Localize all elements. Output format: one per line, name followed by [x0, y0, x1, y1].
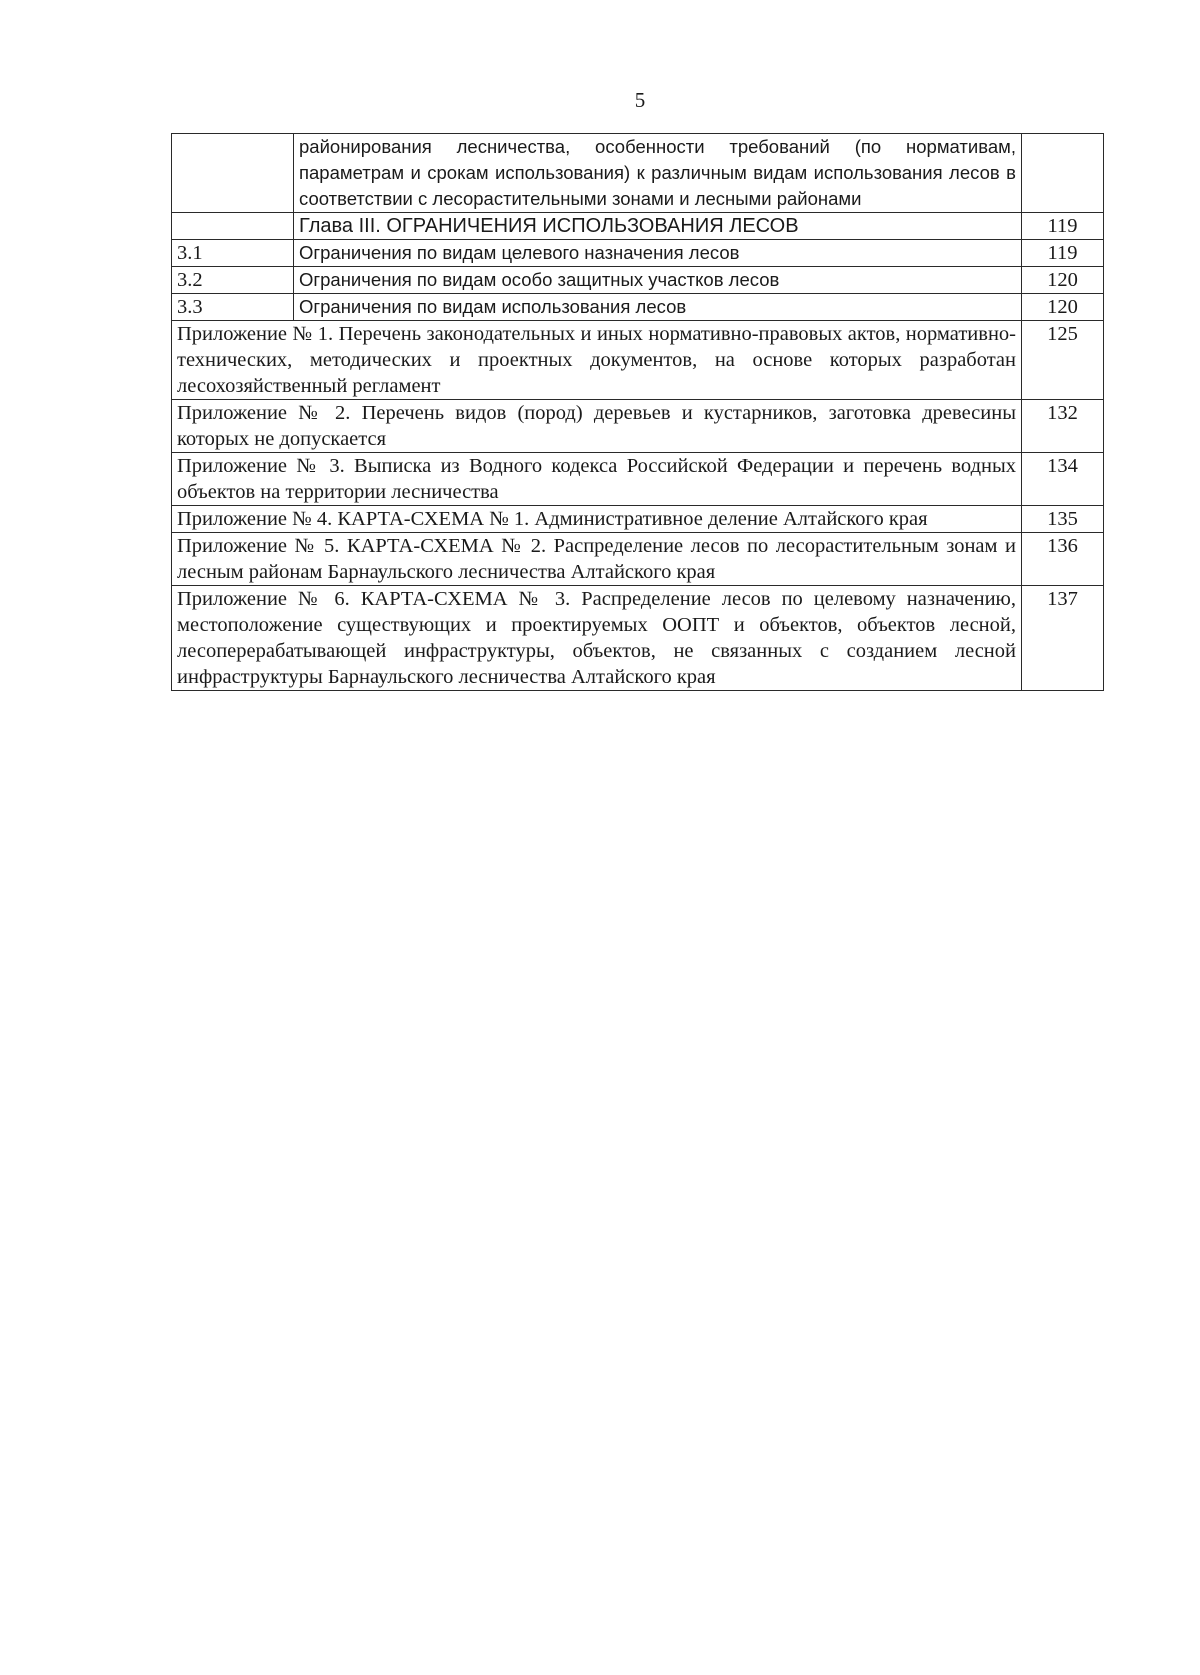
toc-page-cell: 119: [1022, 213, 1104, 240]
toc-appendix-title: Приложение № 1. Перечень законодательных и иных нормативно-правовых актов, нормативно-технических, методических и проектных документов, на основе которых разработан лесохозяйственный регламент: [172, 321, 1022, 400]
toc-title-cell: Ограничения по видам целевого назначения лесов: [294, 240, 1022, 267]
toc-page-cell: 119: [1022, 240, 1104, 267]
toc-row-appendix: [172, 506, 1104, 533]
toc-row-continuation: [172, 134, 1104, 213]
toc-page-cell: 136: [1022, 533, 1104, 586]
toc-page-cell: 120: [1022, 294, 1104, 321]
toc-appendix-title: Приложение № 2. Перечень видов (пород) деревьев и кустарников, заготовка древесины которых не допускается: [172, 400, 1022, 453]
page-number: 5: [634, 88, 646, 112]
toc-page-cell: [1022, 134, 1104, 213]
toc-title-cell: районирования лесничества, особенности требований (по нормативам, параметрам и срокам использования) к различным видам использования лесов в соответствии с лесорастительными зонами и лесными районами: [294, 134, 1022, 213]
toc-chapter-title: Глава III. ОГРАНИЧЕНИЯ ИСПОЛЬЗОВАНИЯ ЛЕСОВ: [294, 213, 1022, 240]
toc-row-appendix: [172, 453, 1104, 506]
toc-page-cell: 134: [1022, 453, 1104, 506]
toc-appendix-title: Приложение № 6. КАРТА-СХЕМА № 3. Распределение лесов по целевому назначению, местоположение существующих и проектируемых ООПТ и объектов, объектов лесной, лесоперерабатывающей инфраструктуры, объектов, не связанных с созданием лесной инфраструктуры Барнаульского лесничества Алтайского края: [172, 586, 1022, 691]
toc-num-cell: 3.1: [172, 240, 294, 267]
toc-row-appendix: [172, 586, 1104, 691]
toc-appendix-title: Приложение № 5. КАРТА-СХЕМА № 2. Распределение лесов по лесорастительным зонам и лесным районам Барнаульского лесничества Алтайского края: [172, 533, 1022, 586]
toc-row-section: [172, 267, 1104, 294]
toc-page-cell: 120: [1022, 267, 1104, 294]
toc-num-cell: 3.3: [172, 294, 294, 321]
toc-num-cell: 3.2: [172, 267, 294, 294]
table-of-contents: [171, 133, 1104, 691]
toc-num-cell: [172, 213, 294, 240]
toc-page-cell: 137: [1022, 586, 1104, 691]
toc-page-cell: 132: [1022, 400, 1104, 453]
toc-row-appendix: [172, 400, 1104, 453]
toc-page-cell: 135: [1022, 506, 1104, 533]
toc-row-appendix: [172, 321, 1104, 400]
toc-page-cell: 125: [1022, 321, 1104, 400]
toc-title-cell: Ограничения по видам особо защитных участков лесов: [294, 267, 1022, 294]
toc-row-section: [172, 294, 1104, 321]
toc-row-section: [172, 240, 1104, 267]
toc-title-cell: Ограничения по видам использования лесов: [294, 294, 1022, 321]
toc-appendix-title: Приложение № 3. Выписка из Водного кодекса Российской Федерации и перечень водных объектов на территории лесничества: [172, 453, 1022, 506]
toc-row-appendix: [172, 533, 1104, 586]
toc-appendix-title: Приложение № 4. КАРТА-СХЕМА № 1. Административное деление Алтайского края: [172, 506, 1022, 533]
toc-row-chapter: [172, 213, 1104, 240]
toc-num-cell: [172, 134, 294, 213]
